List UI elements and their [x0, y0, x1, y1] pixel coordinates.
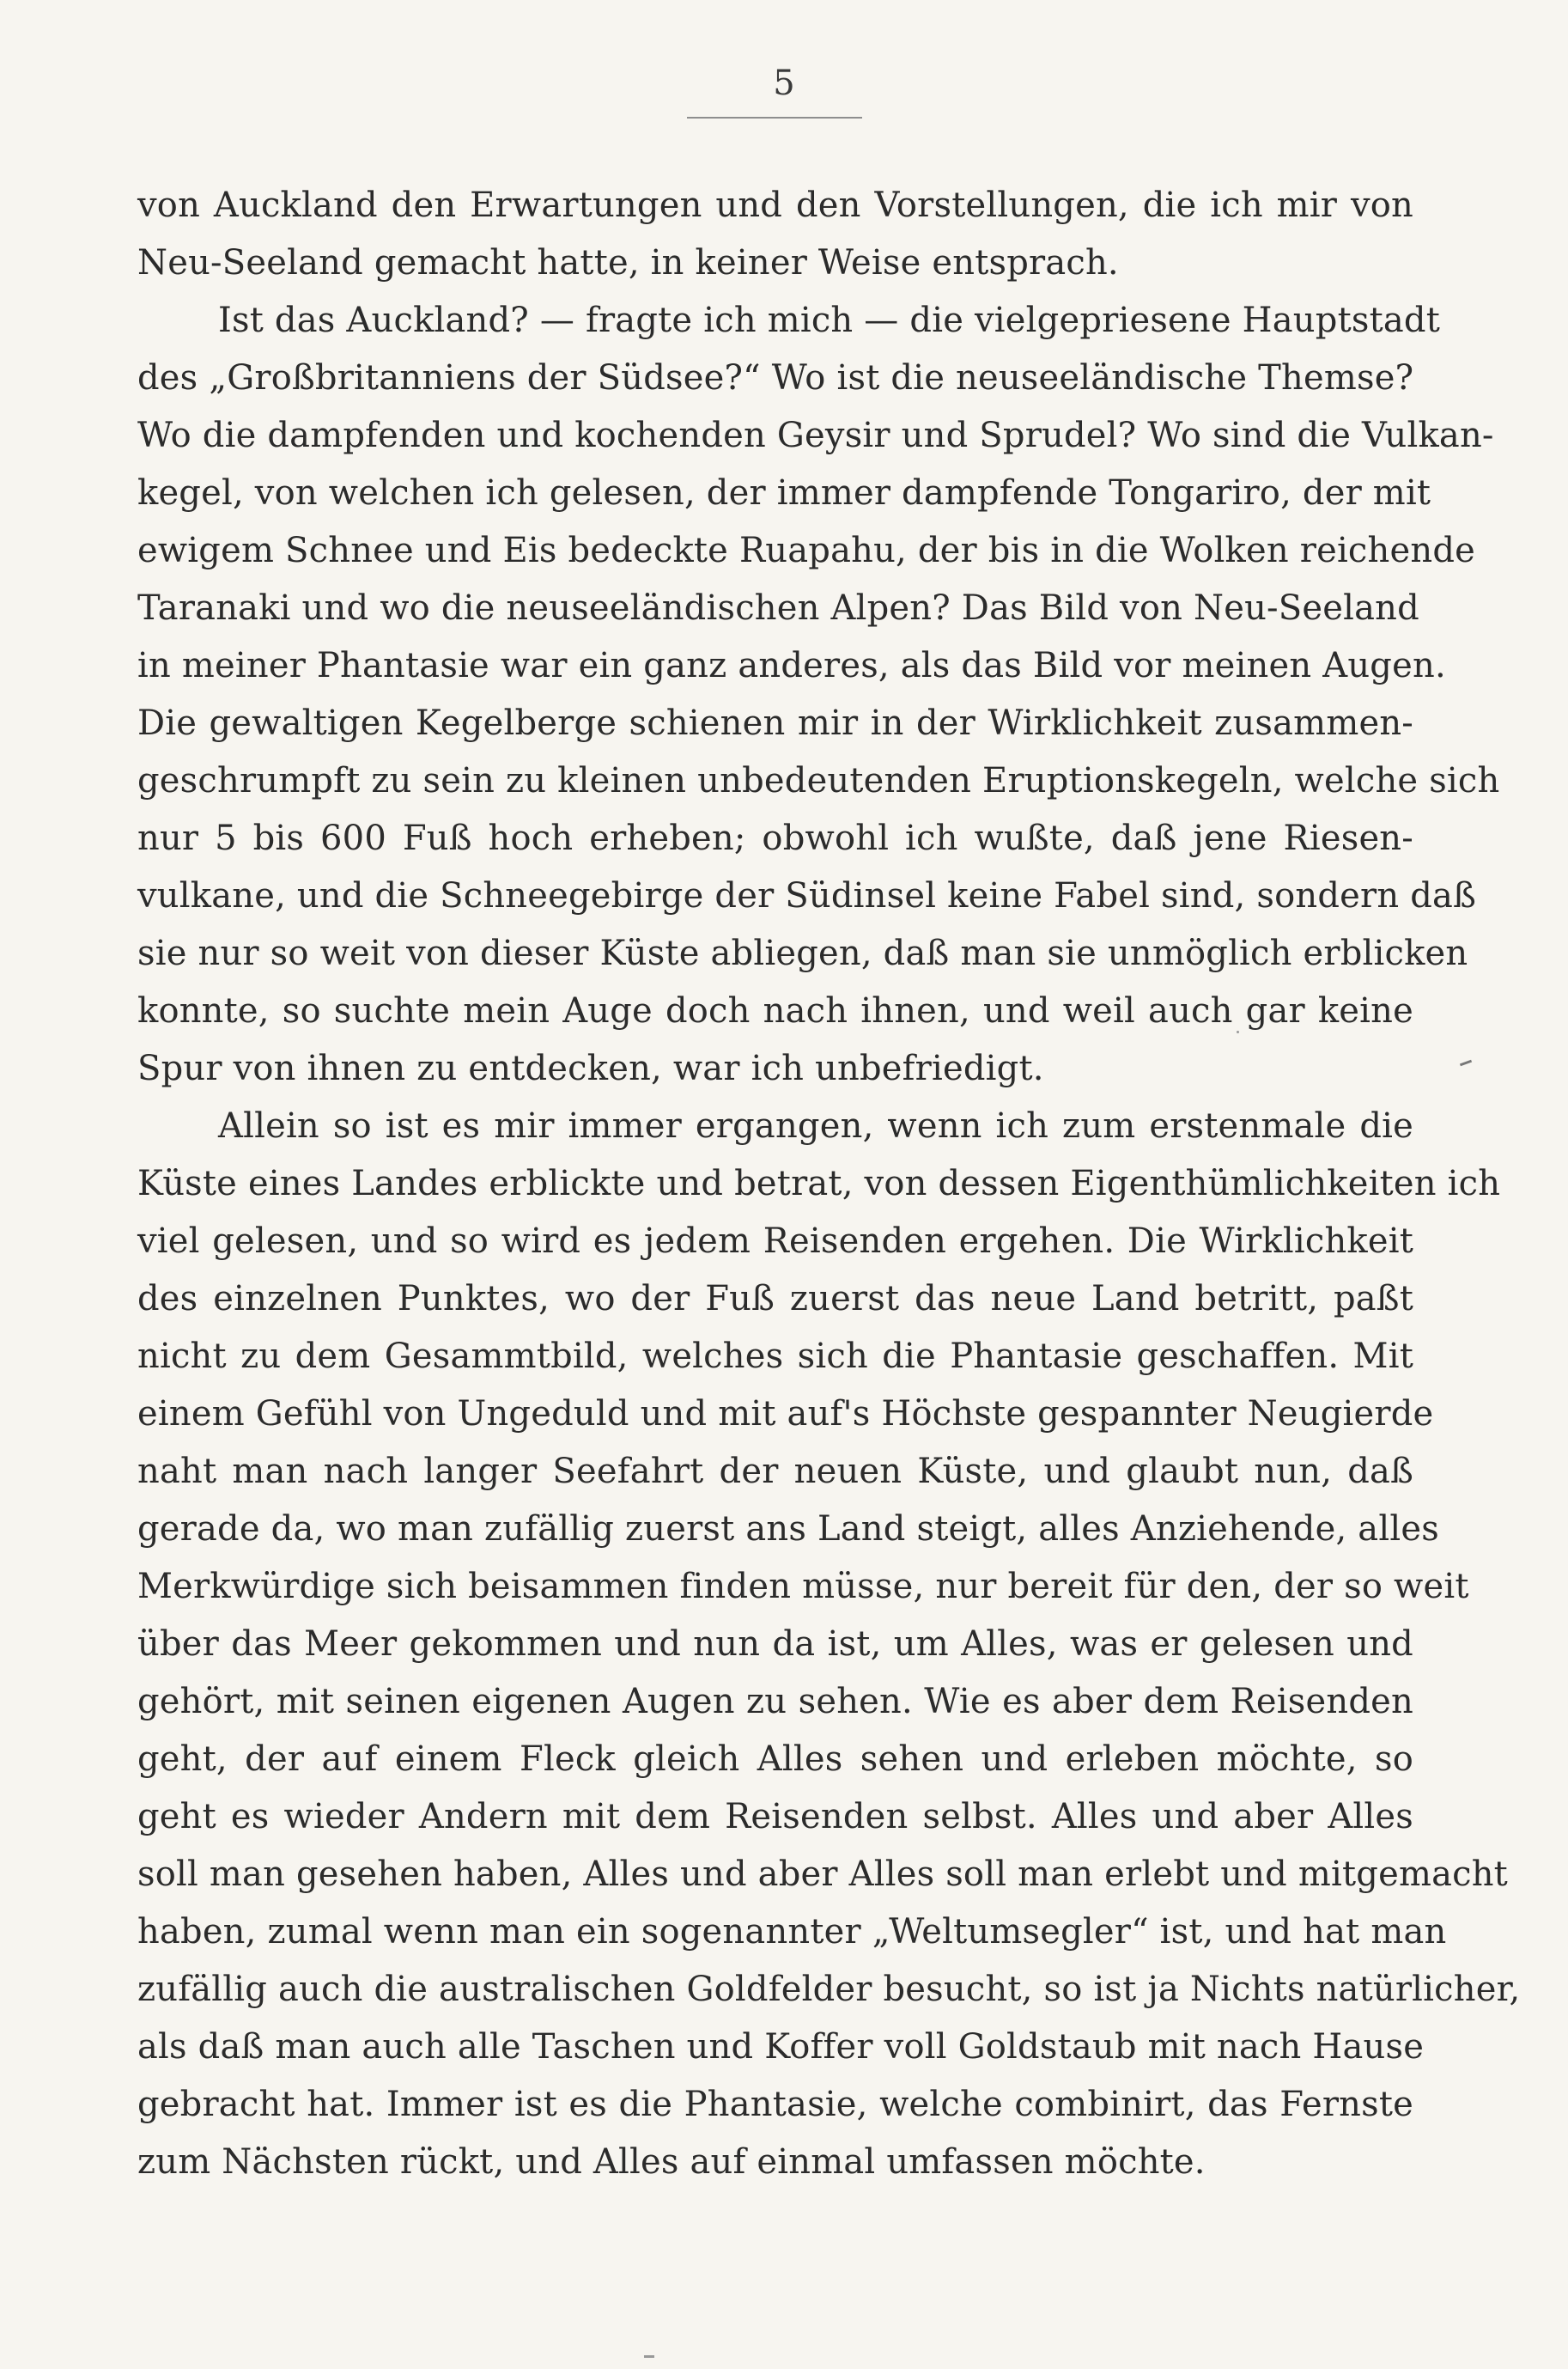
scan-speck	[1237, 1031, 1239, 1033]
text-line: Taranaki und wo die neuseeländischen Alpen? Das Bild von Neu-Seeland	[137, 588, 1419, 628]
text-line: Die gewaltigen Kegelberge schienen mir in der Wirklichkeit zusammen-	[137, 703, 1413, 743]
text-line: gehört, mit seinen eigenen Augen zu sehen. Wie es aber dem Reisenden	[137, 1682, 1413, 1721]
text-line: nicht zu dem Gesammtbild, welches sich die Phantasie geschaffen. Mit	[137, 1337, 1413, 1376]
text-line: Neu-Seeland gemacht hatte, in keiner Weise entsprach.	[137, 243, 1119, 283]
text-line: kegel, von welchen ich gelesen, der immer dampfende Tongariro, der mit	[137, 473, 1431, 513]
text-line: viel gelesen, und so wird es jedem Reisenden ergehen. Die Wirklichkeit	[137, 1221, 1413, 1261]
text-line: ewigem Schnee und Eis bedeckte Ruapahu, der bis in die Wolken reichende	[137, 531, 1476, 570]
margin-mark	[1460, 1060, 1472, 1067]
body-text	[137, 177, 1521, 2191]
text-line: Merkwürdige sich beisammen finden müsse, nur bereit für den, der so weit	[137, 1567, 1469, 1606]
text-line: zufällig auch die australischen Goldfelder besucht, so ist ja Nichts natürlicher,	[137, 1970, 1521, 2009]
text-line: geht, der auf einem Fleck gleich Alles sehen und erleben möchte, so	[137, 1739, 1413, 1779]
text-line: als daß man auch alle Taschen und Koffer voll Goldstaub mit nach Hause	[137, 2027, 1425, 2067]
text-line: gerade da, wo man zufällig zuerst ans Land steigt, alles Anziehende, alles	[137, 1509, 1439, 1549]
text-line: Spur von ihnen zu entdecken, war ich unbefriedigt.	[137, 1049, 1044, 1088]
text-line: naht man nach langer Seefahrt der neuen Küste, und glaubt nun, daß	[137, 1452, 1413, 1491]
text-line: geht es wieder Andern mit dem Reisenden selbst. Alles und aber Alles	[137, 1797, 1413, 1836]
text-line: geschrumpft zu sein zu kleinen unbedeutenden Eruptionskegeln, welche sich	[137, 761, 1500, 801]
text-line: sie nur so weit von dieser Küste abliegen, daß man sie unmöglich erblicken	[137, 934, 1468, 973]
page-number: 5	[773, 64, 795, 103]
text-line: nur 5 bis 600 Fuß hoch erheben; obwohl ich wußte, daß jene Riesen-	[137, 819, 1413, 858]
text-line: Wo die dampfenden und kochenden Geysir und Sprudel? Wo sind die Vulkan-	[137, 416, 1494, 455]
text-line: vulkane, und die Schneegebirge der Südinsel keine Fabel sind, sondern daß	[137, 876, 1476, 916]
text-line: konnte, so suchte mein Auge doch nach ihnen, und weil auch gar keine	[137, 991, 1413, 1031]
text-line: in meiner Phantasie war ein ganz anderes, als das Bild vor meinen Augen.	[137, 646, 1446, 685]
text-line: Allein so ist es mir immer ergangen, wenn ich zum erstenmale die	[218, 1106, 1413, 1146]
text-line: einem Gefühl von Ungeduld und mit auf's Höchste gespannter Neugierde	[137, 1394, 1434, 1434]
text-line: haben, zumal wenn man ein sogenannter „Weltumsegler“ ist, und hat man	[137, 1912, 1447, 1952]
text-line: des einzelnen Punktes, wo der Fuß zuerst das neue Land betritt, paßt	[137, 1279, 1413, 1318]
text-line: gebracht hat. Immer ist es die Phantasie, welche combinirt, das Fernste	[137, 2085, 1413, 2124]
text-line: Ist das Auckland? — fragte ich mich — die vielgepriesene Hauptstadt	[218, 301, 1440, 340]
text-line: des „Großbritanniens der Südsee?“ Wo ist die neuseeländische Themse?	[137, 358, 1414, 398]
text-line: über das Meer gekommen und nun da ist, um Alles, was er gelesen und	[137, 1624, 1413, 1664]
header-rule	[687, 117, 862, 119]
text-line: zum Nächsten rückt, und Alles auf einmal umfassen möchte.	[137, 2142, 1206, 2182]
text-line: Küste eines Landes erblickte und betrat, von dessen Eigenthümlichkeiten ich	[137, 1164, 1501, 1203]
scan-speck	[644, 2355, 654, 2358]
text-line: soll man gesehen haben, Alles und aber Alles soll man erlebt und mitgemacht	[137, 1854, 1508, 1894]
text-line: von Auckland den Erwartungen und den Vorstellungen, die ich mir von	[137, 186, 1413, 225]
